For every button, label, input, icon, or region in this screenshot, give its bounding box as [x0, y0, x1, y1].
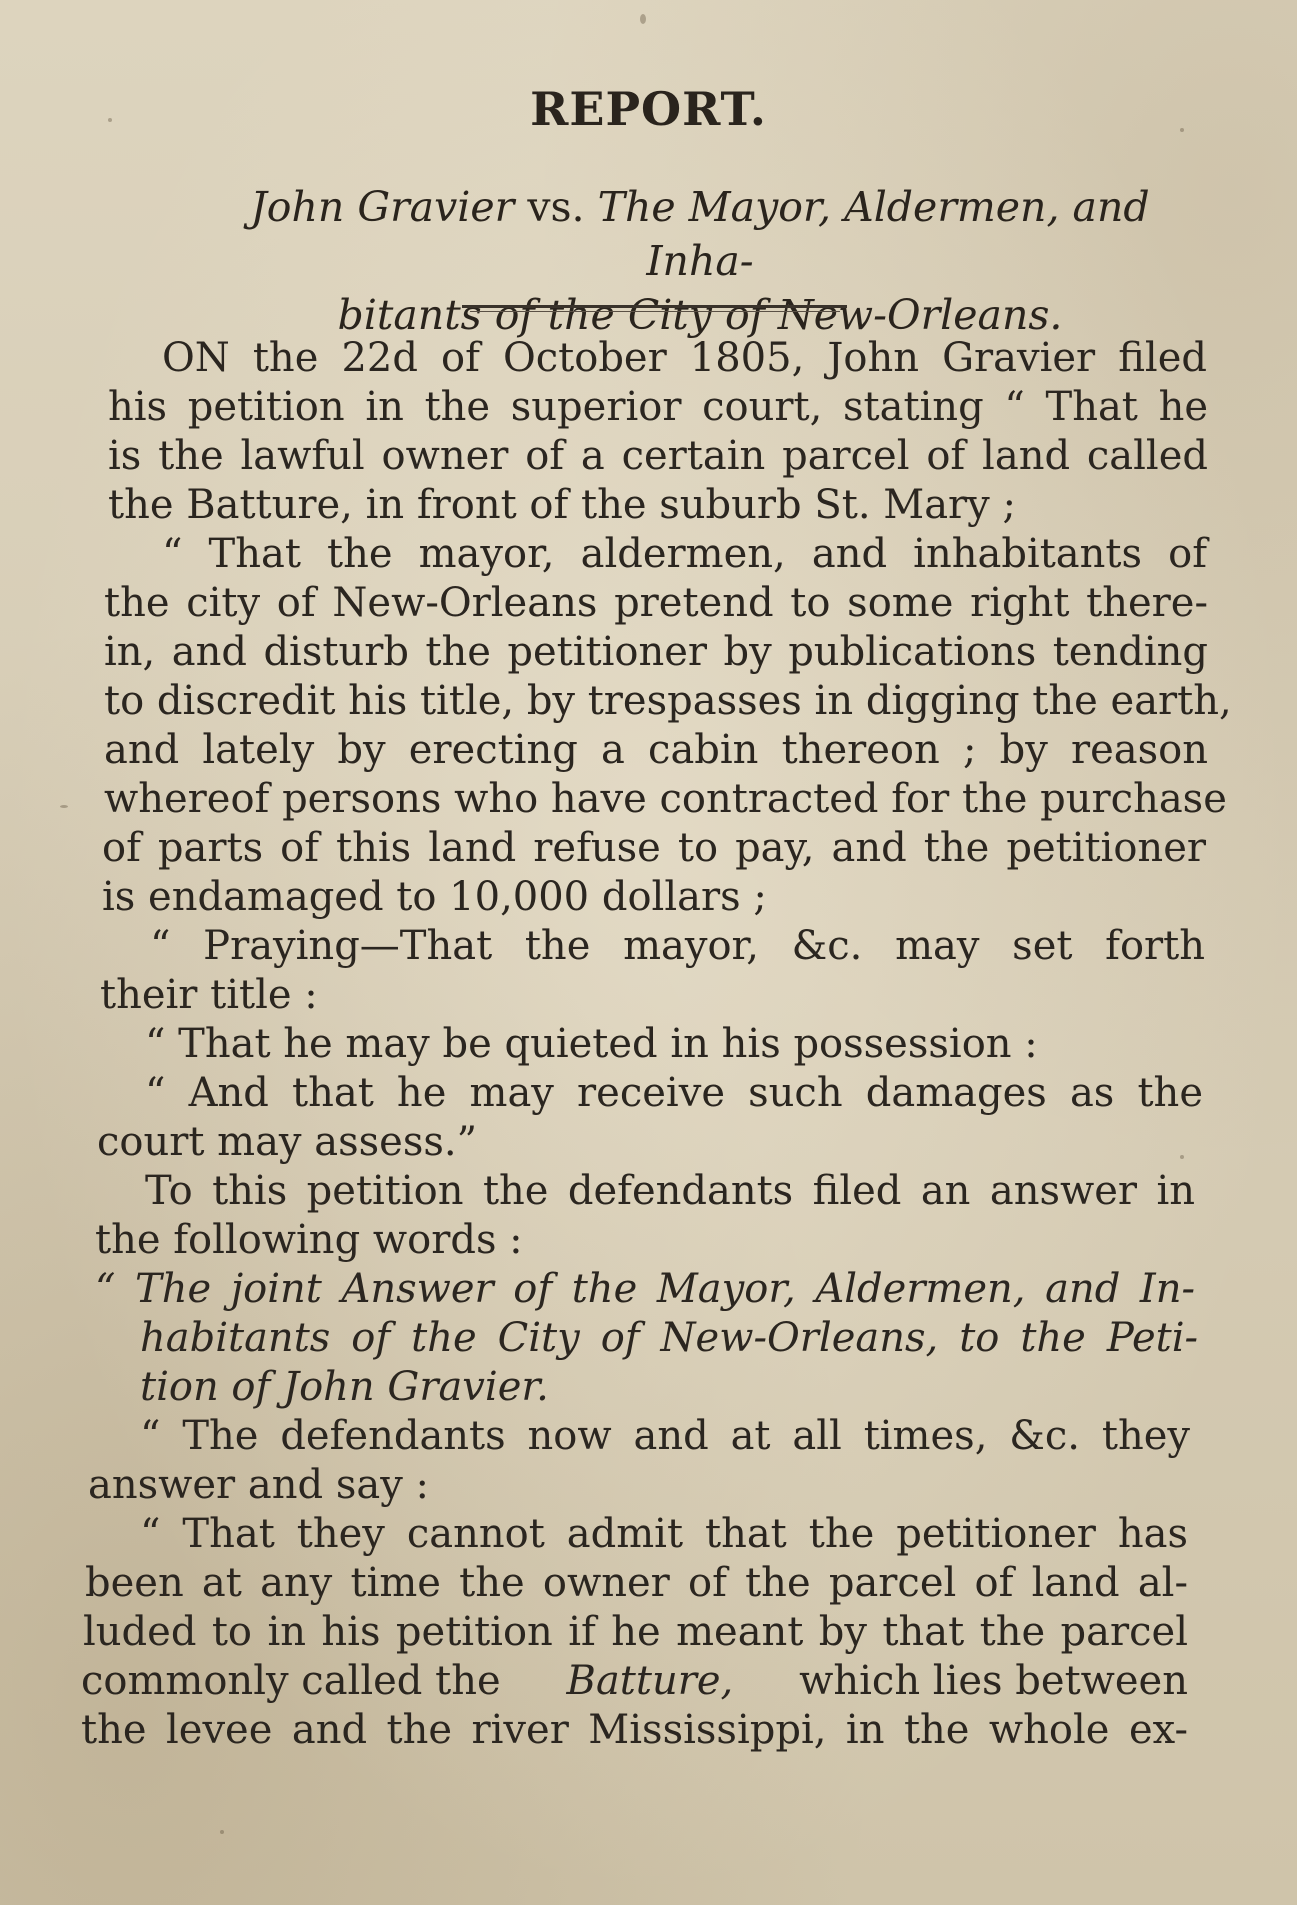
- text-line: “ Praying—That the mayor, &c. may set forth: [150, 923, 1205, 969]
- text-line: “ That the mayor, aldermen, and inhabitants of: [162, 531, 1207, 577]
- text-segment: which lies between: [799, 1658, 1188, 1704]
- text-line: the following words :: [95, 1217, 523, 1263]
- text-line: in, and disturb the petitioner by publications tending: [104, 629, 1208, 675]
- paper-speck: [640, 14, 646, 24]
- text-line: his petition in the superior court, stating “ That he: [108, 384, 1208, 430]
- text-line: “ That they cannot admit that the petitioner has: [140, 1511, 1188, 1557]
- text-line: and lately by erecting a cabin thereon ; by reason: [104, 727, 1208, 773]
- text-line: ON the 22d of October 1805, John Gravier filed: [162, 335, 1207, 381]
- text-line: “ That he may be quieted in his possession :: [145, 1021, 1038, 1067]
- title-rule-thin: [470, 311, 840, 312]
- text-line: the Batture, in front of the suburb St. Mary ;: [108, 482, 1016, 528]
- text-line: “ The joint Answer of the Mayor, Aldermen, and In-: [95, 1266, 1195, 1312]
- text-line: is endamaged to 10,000 dollars ;: [102, 874, 767, 920]
- case-caption: [200, 180, 1200, 342]
- text-line: “ The defendants now and at all times, &c. they: [140, 1413, 1190, 1459]
- text-line: is the lawful owner of a certain parcel of land called: [108, 433, 1208, 479]
- text-line: answer and say :: [88, 1462, 429, 1508]
- report-heading: REPORT.: [530, 82, 767, 136]
- text-line: “ And that he may receive such damages as the: [145, 1070, 1203, 1116]
- text-line: To this petition the defendants filed an answer in: [145, 1168, 1195, 1214]
- text-line: of parts of this land refuse to pay, and the petitioner: [102, 825, 1206, 871]
- text-line: whereof persons who have contracted for the purchase: [104, 776, 1227, 822]
- title-rule: [462, 305, 847, 308]
- text-line: been at any time the owner of the parcel of land al-: [85, 1560, 1188, 1606]
- versus: vs.: [527, 183, 585, 231]
- text-line: court may assess.”: [97, 1119, 478, 1165]
- text-line: habitants of the City of New-Orleans, to the Peti-: [140, 1315, 1198, 1361]
- defendants-name-part-1: The Mayor, Aldermen, and Inha-: [597, 183, 1150, 285]
- paper-speck: [220, 1830, 224, 1834]
- text-line: their title :: [100, 972, 318, 1018]
- text-line: to discredit his title, by trespasses in digging the earth,: [104, 678, 1232, 724]
- text-segment-italic: Batture,: [566, 1658, 734, 1704]
- text-segment: commonly called the: [81, 1658, 501, 1704]
- paper-speck: [1180, 1155, 1184, 1159]
- text-line: tion of John Gravier.: [140, 1364, 549, 1410]
- plaintiff-name: John Gravier: [250, 183, 515, 231]
- text-line: luded to in his petition if he meant by that the parcel: [83, 1609, 1188, 1655]
- case-caption-line-1: [200, 180, 1200, 288]
- text-line: [81, 1658, 1188, 1704]
- paper-speck: [60, 805, 68, 808]
- text-line: the city of New-Orleans pretend to some right there-: [104, 580, 1208, 626]
- case-caption-line-2: bitants of the City of New-Orleans.: [337, 291, 1063, 339]
- text-line: the levee and the river Mississippi, in the whole ex-: [81, 1707, 1188, 1753]
